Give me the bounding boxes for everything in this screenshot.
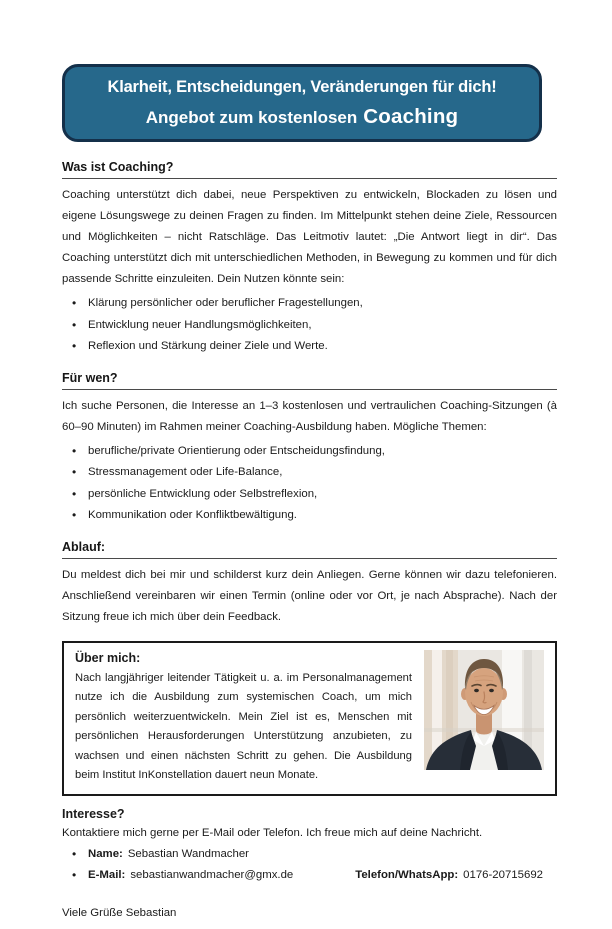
list-item: • berufliche/private Orientierung oder Entscheidungsfindung,	[62, 441, 557, 463]
list-item: • Entwicklung neuer Handlungsmöglichkeiten,	[62, 315, 557, 337]
bullet-list-fuer-wen	[62, 441, 557, 527]
email-value: sebastianwandmacher@gmx.de	[130, 868, 294, 881]
closing-greeting: Viele Grüße Sebastian	[62, 907, 177, 920]
contact-intro-text: Kontaktiere mich gerne per E-Mail oder Telefon. Ich freue mich auf deine Nachricht.	[62, 827, 483, 840]
paragraph-ueber-mich: Nach langjähriger leitender Tätigkeit u. a. im Personalmanagement nutze ich die Ausbildung zum systemischen Coach, um mich persönlich weiterzuentwickeln. Mein Ziel ist es, Menschen mit persönlichen Herausforderungen Unterstützung anzubieten, zu wachsen und einen nächsten Schritt zu gehen. Die Ausbildung beim Institut InKonstellation dauert neun Monate.	[75, 671, 412, 782]
name-value: Sebastian Wandmacher	[127, 848, 249, 861]
flyer-page	[0, 64, 612, 929]
phone-label: Telefon/WhatsApp:	[355, 868, 459, 881]
banner-title-line1: Klarheit, Entscheidungen, Veränderungen für dich!	[107, 78, 497, 96]
email-label: E-Mail:	[88, 868, 126, 881]
phone-group	[355, 869, 543, 881]
section-heading-interesse: Interesse?	[62, 807, 125, 822]
contact-name-item	[62, 844, 557, 865]
section-heading-ablauf: Ablauf:	[62, 540, 557, 559]
list-item: • Stressmanagement oder Life-Balance,	[62, 462, 557, 484]
paragraph-fuer-wen: Ich suche Personen, die Interesse an 1–3 kostenlosen und vertraulichen Coaching-Sitzungen (à 60–90 Minuten) im Rahmen meiner Coaching-Ausbildung haben. Mögliche Themen:	[62, 399, 557, 433]
section-heading-was-ist-coaching: Was ist Coaching?	[62, 160, 557, 179]
paragraph-ablauf: Du meldest dich bei mir und schilderst kurz dein Anliegen. Gerne können wir dazu telefonieren. Anschließend vereinbaren wir einen Termin (online oder vor Ort, je nach Absprache). Nach der Sitzung freue ich mich über dein Feedback.	[62, 568, 557, 623]
portrait-photo	[424, 650, 544, 770]
banner-line2-emphasis: Coaching	[363, 105, 459, 128]
phone-value: 0176-20715692	[463, 868, 543, 881]
section-heading-fuer-wen: Für wen?	[62, 371, 557, 390]
section-heading-ueber-mich: Über mich:	[75, 650, 141, 665]
about-me-box	[62, 641, 557, 797]
name-label: Name:	[88, 848, 123, 861]
list-item: • Kommunikation oder Konfliktbewältigung.	[62, 505, 557, 527]
title-banner	[62, 64, 542, 142]
bullet-list-was-ist	[62, 293, 557, 358]
list-item: • persönliche Entwicklung oder Selbstreflexion,	[62, 484, 557, 506]
paragraph-was-ist-coaching: Coaching unterstützt dich dabei, neue Perspektiven zu entwickeln, Blockaden zu lösen und eigene Lösungswege zu deinen Fragen zu finden. Im Mittelpunkt stehen deine Ziele, Ressourcen und Möglichkeiten – nicht Ratschläge. Das Leitmotiv lautet: „Die Antwort liegt in dir“. Das Coaching unterstützt dich mit unterschiedlichen Methoden, in Bewegung zu kommen und für dich passende Schritte einzuleiten. Dein Nutzen könnte sein:	[62, 189, 557, 285]
banner-line2-prefix: Angebot zum kostenlosen	[145, 108, 358, 127]
list-item: • Reflexion und Stärkung deiner Ziele und Werte.	[62, 336, 557, 358]
contact-email-phone-item	[62, 865, 557, 886]
list-item: • Klärung persönlicher oder beruflicher Fragestellungen,	[62, 293, 557, 315]
banner-title-line2	[71, 102, 533, 133]
